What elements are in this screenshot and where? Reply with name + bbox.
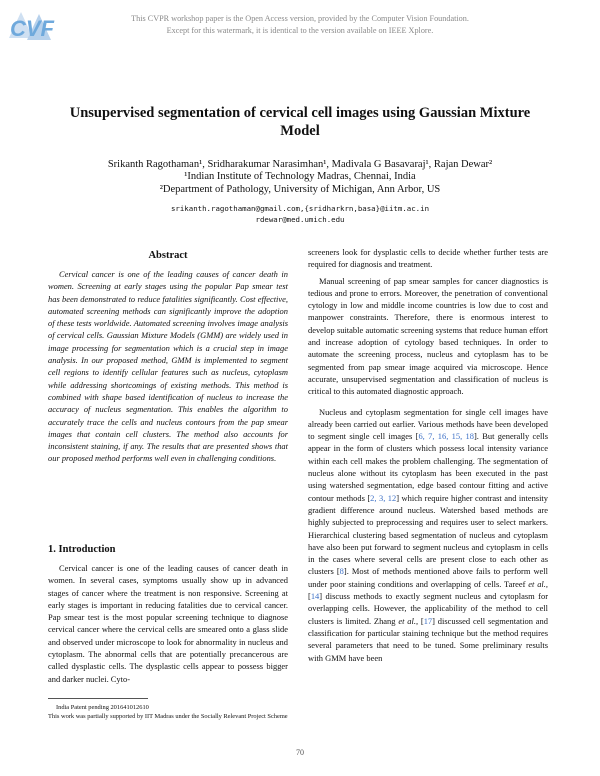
author-list: Srikanth Ragothaman¹, Sridharakumar Narasimhan¹, Madivala G Basavaraj¹, Rajan Dewar²: [107, 159, 493, 170]
abstract-heading: Abstract: [148, 250, 188, 261]
paragraph-continuation: screeners look for dysplastic cells to decide whether further tests are required for diagnosis and treatment.: [308, 247, 548, 270]
affiliation-1: ¹Indian Institute of Technology Madras, Chennai, India: [184, 171, 416, 182]
introduction-body: [48, 562, 288, 685]
email-line-2: rdewar@med.umich.edu: [255, 215, 345, 224]
introduction-text: Cervical cancer is one of the leading causes of cancer death in women. In several cases, symptoms usually show up in advanced stages of cancer where the treatment is non responsive. Screening at early stages is important in reducing fatalities due to cervical cancer. Pap smear test is the most popular screening technique to diagnose cervical cancer where the cervical cells are smeared onto a glass slide and observed under microscope to look for abnormality in nucleus and cytoplasm. The abnormal cells that are potentially precancerous are called dysplastic cells. The dysplastic cells appear to possess bigger and darker nuclei. Cyto-: [48, 563, 288, 684]
citation-link[interactable]: 8: [339, 566, 344, 577]
citation-link[interactable]: 2, 3, 12: [370, 492, 397, 503]
paper-title: [60, 104, 540, 140]
footnote-rule: [48, 698, 148, 699]
related-work-text-b: ]. But generally cells appear in the form of clusters which possess local intensity variance within each cell makes the problem challenging. The segmentation of nucleus alone without its cytoplasm has been executed in the past using watershed segmentation, edge based contour fitting and active contour methods [: [308, 431, 548, 503]
related-work-text-d: ]. Most of methods mentioned above fails to perform well under poor staining conditions and overlapping of cells. Tareef: [308, 566, 548, 589]
watermark-line-1: This CVPR workshop paper is the Open Access version, provided by the Computer Vision Foundation.: [131, 14, 469, 23]
et-al: et al.: [398, 615, 416, 626]
related-work-text-g: , [: [415, 615, 424, 626]
abstract-text: Cervical cancer is one of the leading causes of cancer death in women. Screening at early stages using the popular Pap smear test has been demonstrated to reduce fatalities significantly. Cost effective, automated screening methods can significantly improve the adoption of these tests worldwide. Automated screening involves image analysis of cervical cells. Gaussian Mixture Models (GMM) are widely used in image processing for segmentation which is a crucial step in image analysis. In our proposed method, GMM is implemented to segment cell regions to identify cellular features such as nucleus, cytoplasm while addressing shortcomings of existing methods. This method is combined with shape based identification of nucleus to increase the accuracy of nucleus segmentation. This enables the algorithm to accurately trace the cells and nucleus contours from the pap smear images that contain cell clusters. The method also accounts for inconsistent staining, if any. The results that are presented shows that our proposed method performs well even in challenging conditions.: [48, 269, 288, 464]
svg-text:CVF: CVF: [10, 16, 54, 41]
page-number: 70: [296, 748, 304, 757]
paragraph-related-work: [308, 406, 548, 664]
title-line-2: Model: [280, 123, 320, 139]
introduction-heading: 1. Introduction: [48, 544, 116, 555]
citation-link[interactable]: 17: [423, 615, 433, 626]
email-line-1: srikanth.ragothaman@gmail.com,{sridharkrn,basa}@iitm.ac.in: [170, 204, 430, 213]
footnote-patent: India Patent pending 201641012610: [56, 704, 149, 711]
related-work-text-e: , [: [308, 578, 548, 602]
citation-link[interactable]: 6, 7, 16, 15, 18: [418, 431, 474, 442]
right-column: [308, 246, 548, 668]
paragraph-manual-screening: Manual screening of pap smear samples for cancer diagnostics is tedious and prone to errors. Moreover, the penetration of conventional cytology in low and middle income countries is low due to cost and manpower constraints. Therefore, there is enormous interest to develop suitable automatic screening systems that reduce human effort and increase adoption of cytology based techniques. In order to automate the screening process, nucleus and cytoplasm has to be segmented from pap smear image acquired via microscope. Hence accurate, unsupervised segmentation and classification of nucleus is critical to this automated diagnostic approach.: [308, 275, 548, 397]
affiliation-2: ²Department of Pathology, University of Michigan, Ann Arbor, US: [159, 184, 441, 195]
watermark-line-2: Except for this watermark, it is identical to the version available on IEEE Xplore.: [166, 26, 434, 35]
et-al: et al.: [528, 578, 546, 589]
related-work-text-c: ] which require higher contrast and intensity gradient difference around nucleus. Watershed based methods are highly subjected to preprocessing and requires user to select markers. Hierarchical clustering based segmentation of nucleus and cytoplasm have also been put forward to segment nucleus and cytoplasm in cells in the cases where several cells are present close to each other as clusters [: [308, 492, 548, 577]
footnote-funding: This work was partially supported by IIT Madras under the Socially Relevant Project Scheme: [48, 713, 288, 720]
abstract-body: [48, 268, 288, 465]
related-work-text-a: Nucleus and cytoplasm segmentation for single cell images have already been carried out earlier. Various methods have been developed to segment single cell images [: [308, 406, 548, 442]
related-work-text-f: ] discuss methods to exactly segment nucleus and cytoplasm for overlapping cells. However, the applicability of the method to cell clusters is limited. Zhang: [308, 591, 548, 626]
watermark-banner: [0, 0, 600, 44]
title-line-1: Unsupervised segmentation of cervical cell images using Gaussian Mixture: [69, 105, 531, 121]
citation-link[interactable]: 14: [310, 591, 320, 602]
related-work-text-h: ] discussed cell segmentation and classification for particular staining technique but the method requires several parameters that need to be tuned. Some preliminary results with GMM have been: [308, 615, 548, 663]
